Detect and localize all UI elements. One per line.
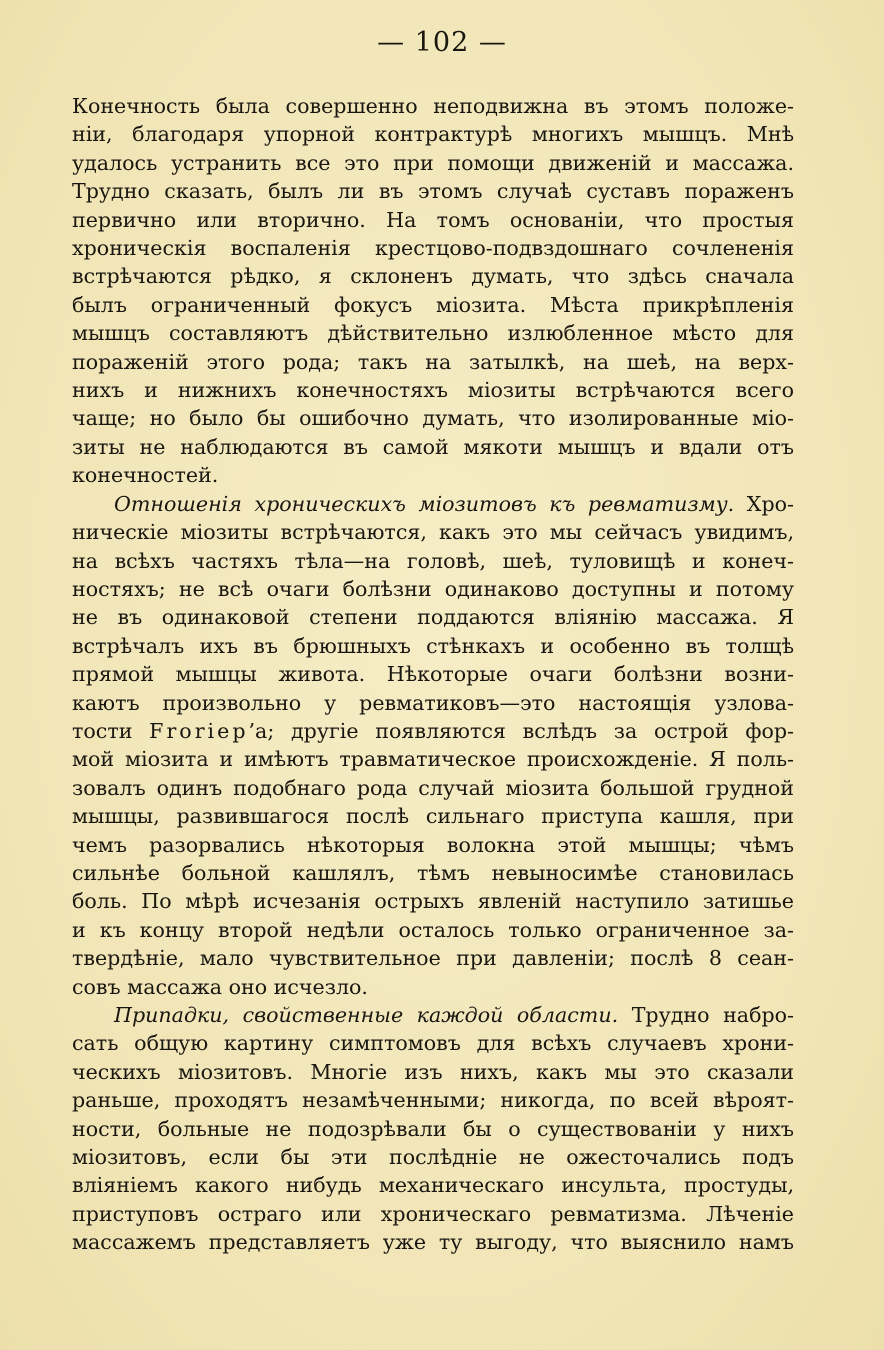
text-line: мышцъ составляютъ дѣйствительно излюбленное мѣсто для: [72, 321, 794, 346]
text-line: встрѣчаются рѣдко, я склоненъ думать, что здѣсь сначала: [72, 264, 794, 289]
text-line: нихъ и нижнихъ конечностяхъ міозиты встрѣчаются всего: [72, 378, 794, 403]
page-number: — 102 —: [377, 27, 507, 58]
text-line: чаще; но было бы ошибочно думать, что изолированные міо-: [72, 406, 794, 431]
text-line: Трудно сказать, былъ ли въ этомъ случаѣ суставъ пораженъ: [72, 179, 794, 204]
text-line: ніи, благодаря упорной контрактурѣ многихъ мышцъ. Мнѣ: [72, 122, 794, 147]
text-line: совъ массажа оно исчезло.: [72, 974, 368, 999]
paragraph-heading-line: [72, 490, 794, 518]
page-body: [72, 92, 794, 1257]
text-line: на всѣхъ частяхъ тѣла—на головѣ, шеѣ, туловищѣ и конеч-: [72, 548, 794, 573]
text-fragment: ’а; другіе появляются вслѣдъ за острой фор-: [248, 718, 794, 743]
text-fragment: тости: [72, 718, 150, 743]
text-line: сильнѣе больной кашлялъ, тѣмъ невыносимѣе становилась: [72, 860, 794, 885]
text-line: встрѣчалъ ихъ въ брюшныхъ стѣнкахъ и особенно въ толщѣ: [72, 633, 794, 658]
text-line: прямой мышцы живота. Нѣкоторые очаги болѣзни возни-: [72, 662, 794, 687]
text-line: каютъ произвольно у ревматиковъ—это настоящія узлова-: [72, 690, 794, 715]
author-name-froriep: Froriep: [149, 718, 249, 743]
text-line: чемъ разорвались нѣкоторыя волокна этой мышцы; чѣмъ: [72, 832, 794, 857]
text-line: Конечность была совершенно неподвижна въ этомъ положе-: [72, 94, 794, 118]
text-line: ническіе міозиты встрѣчаются, какъ это мы сейчасъ увидимъ,: [72, 520, 794, 545]
text-fragment: Трудно набро-: [618, 1003, 794, 1027]
text-line: и къ концу второй недѣли осталось только ограниченное за-: [72, 917, 794, 942]
text-line: ности, больные не подозрѣвали бы о существованіи у нихъ: [72, 1116, 794, 1141]
text-line: мышцы, развившагося послѣ сильнаго приступа кашля, при: [72, 804, 794, 829]
text-line: приступовъ остраго или хроническаго ревматизма. Лѣченіе: [72, 1201, 794, 1226]
text-line: зовалъ одинъ подобнаго рода случай міозита большой грудной: [72, 775, 794, 800]
text-line: твердѣніе, мало чувствительное при давленіи; послѣ 8 сеан-: [72, 946, 794, 971]
text-line: удалось устранить все это при помощи движеній и массажа.: [72, 150, 794, 175]
text-line: вліяніемъ какого нибудь механическаго инсульта, простуды,: [72, 1173, 794, 1198]
text-line: сать общую картину симптомовъ для всѣхъ случаевъ хрони-: [72, 1031, 794, 1056]
text-line: пораженій этого рода; такъ на затылкѣ, на шеѣ, на верх-: [72, 349, 794, 374]
section-heading-symptoms-by-region: Припадки, свойственные каждой области.: [114, 1003, 619, 1027]
text-line-froriep: [72, 717, 794, 745]
text-line: міозитовъ, если бы эти послѣдніе не ожесточались подъ: [72, 1145, 794, 1170]
paragraph-heading-line: [72, 1001, 794, 1029]
text-line: ностяхъ; не всѣ очаги болѣзни одинаково доступны и потому: [72, 576, 794, 601]
text-line: не въ одинаковой степени поддаются вліянію массажа. Я: [72, 605, 794, 630]
text-fragment: Хро-: [734, 491, 794, 516]
text-line: мой міозита и имѣютъ травматическое происхожденіе. Я поль-: [72, 747, 794, 772]
text-line: раньше, проходятъ незамѣченными; никогда, по всей вѣроят-: [72, 1088, 794, 1113]
text-line: боль. По мѣрѣ исчезанія острыхъ явленій наступило затишье: [72, 889, 794, 914]
section-heading-relations-to-rheumatism: Отношенія хроническихъ міозитовъ къ ревматизму.: [114, 491, 735, 516]
text-line: зиты не наблюдаются въ самой мякоти мышцъ и вдали отъ: [72, 434, 794, 459]
text-line: хроническія воспаленія крестцово-подвздошнаго сочлененія: [72, 236, 794, 261]
text-line: былъ ограниченный фокусъ міозита. Мѣста прикрѣпленія: [72, 292, 794, 317]
text-line: конечностей.: [72, 463, 219, 488]
text-line: первично или вторично. На томъ основаніи, что простыя: [72, 207, 794, 232]
text-line: ческихъ міозитовъ. Многіе изъ нихъ, какъ мы это сказали: [72, 1059, 794, 1084]
text-line: массажемъ представляетъ уже ту выгоду, что выяснило намъ: [72, 1230, 794, 1255]
